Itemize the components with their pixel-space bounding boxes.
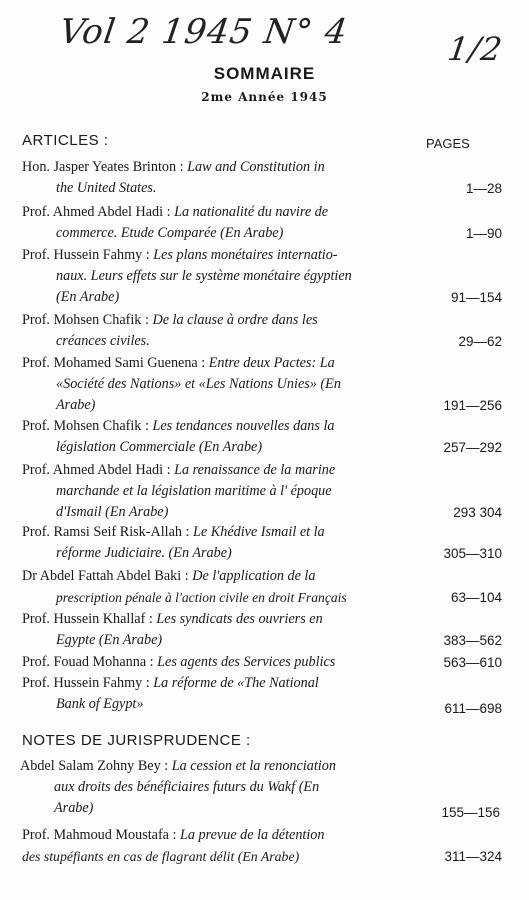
article-pages: 563—610 — [443, 655, 502, 670]
article-title-start: La réforme de «The National — [153, 675, 319, 691]
article-author: Dr Abdel Fattah Abdel Baki : — [22, 568, 189, 584]
article-entry — [22, 202, 502, 244]
article-title-continued: (En Arabe) — [56, 289, 120, 305]
article-title-start: Les syndicats des ouvriers en — [156, 611, 323, 627]
article-entry — [22, 652, 502, 673]
article-author: Hon. Jasper Yeates Brinton : — [22, 159, 184, 175]
note-author: Prof. Mahmoud Moustafa : — [22, 827, 177, 843]
article-title-start: Les tendances nouvelles dans la — [152, 418, 335, 434]
handwritten-fraction-note: 1/2 — [445, 30, 506, 68]
article-title-start: Le Khédive Ismail et la — [193, 524, 325, 540]
article-title-continued: législation Commerciale (En Arabe) — [56, 439, 263, 455]
article-title-continued: «Société des Nations» et «Les Nations Unies» (En — [56, 376, 341, 392]
note-title-continued: des stupéfiants en cas de flagrant délit (En Arabe) — [22, 849, 300, 864]
note-pages: 155—156 — [441, 805, 500, 820]
article-title-start: Entre deux Pactes: La — [208, 355, 335, 371]
article-title-continued: commerce. Etude Comparée (En Arabe) — [56, 225, 284, 241]
article-author: Prof. Hussein Khallaf : — [22, 611, 153, 627]
article-title-continued: réforme Judiciaire. (En Arabe) — [56, 545, 232, 561]
article-title-start: De la clause à ordre dans les — [152, 312, 318, 328]
article-entry — [22, 416, 502, 458]
article-entry — [22, 673, 502, 715]
note-title-continued: Arabe) — [54, 800, 94, 816]
article-author: Prof. Mohsen Chafik : — [22, 418, 149, 434]
note-title-continued: aux droits des bénéficiaires futurs du Wakf (En — [54, 779, 320, 795]
note-title-start: La cession et la renonciation — [171, 758, 336, 774]
article-title-continued: d'Ismail (En Arabe) — [56, 504, 169, 520]
note-author: Abdel Salam Zohny Bey : — [20, 758, 169, 774]
article-pages: 305—310 — [443, 546, 502, 561]
article-entry — [22, 245, 502, 308]
article-title-continued: prescription pénale à l'action civile en droit Français — [56, 590, 347, 605]
article-pages: 63—104 — [450, 590, 502, 605]
article-author: Prof. Mohamed Sami Guenena : — [22, 355, 206, 371]
article-entry — [22, 566, 502, 608]
article-pages: 1—28 — [465, 181, 502, 196]
article-pages: 191—256 — [443, 398, 502, 413]
note-pages: 311—324 — [444, 849, 502, 864]
article-pages: 29—62 — [458, 334, 502, 349]
article-pages: 257—292 — [443, 440, 502, 455]
article-pages: 293 304 — [453, 505, 502, 520]
article-entry — [22, 460, 502, 523]
article-title-continued: Arabe) — [56, 397, 96, 413]
article-pages: 91—154 — [450, 290, 502, 305]
pages-column-heading: PAGES — [426, 136, 470, 151]
article-title-continued: Egypte (En Arabe) — [56, 632, 163, 648]
article-title-continued: naux. Leurs effets sur le système monétaire égyptien — [56, 268, 352, 284]
article-title-continued: créances civiles. — [56, 333, 150, 349]
article-author: Prof. Ahmed Abdel Hadi : — [22, 462, 171, 478]
article-title-start: De l'application de la — [192, 568, 316, 584]
article-title-continued: the United States. — [56, 180, 157, 196]
article-title-start: La nationalité du navire de — [174, 204, 329, 220]
article-entry — [22, 353, 502, 416]
articles-heading: ARTICLES : — [22, 132, 109, 149]
page-subtitle: 2me Année 1945 — [201, 90, 328, 104]
article-entry — [22, 522, 502, 564]
article-author: Prof. Hussein Fahmy : — [22, 675, 150, 691]
article-entry — [22, 609, 502, 651]
article-title-continued: marchande et la législation maritime à l' époque — [56, 483, 332, 499]
article-title-start: La renaissance de la marine — [174, 462, 336, 478]
article-author: Prof. Hussein Fahmy : — [22, 247, 150, 263]
article-author: Prof. Fouad Mohanna : — [22, 654, 154, 670]
article-pages: 1—90 — [465, 226, 502, 241]
article-entry — [22, 157, 502, 199]
handwritten-volume-note: Vol 2 1945 N° 4 — [57, 12, 351, 52]
article-pages: 383—562 — [443, 633, 502, 648]
entry-first-line — [22, 157, 414, 178]
article-title-start: Les plans monétaires internatio- — [153, 247, 338, 263]
article-pages: 611—698 — [444, 701, 502, 716]
article-title-start: Les agents des Services publics — [157, 654, 336, 670]
article-author: Prof. Mohsen Chafik : — [22, 312, 149, 328]
note-entry — [20, 756, 500, 819]
page-title: SOMMAIRE — [213, 64, 316, 83]
article-title-start: Law and Constitution in — [187, 159, 325, 175]
notes-heading: NOTES DE JURISPRUDENCE : — [22, 732, 251, 749]
note-title-start: La prevue de la détention — [180, 827, 325, 843]
article-author: Prof. Ahmed Abdel Hadi : — [22, 204, 171, 220]
article-author: Prof. Ramsi Seif Risk-Allah : — [22, 524, 190, 540]
article-entry — [22, 310, 502, 352]
note-entry — [22, 825, 502, 867]
article-title-continued: Bank of Egypt» — [56, 696, 144, 712]
